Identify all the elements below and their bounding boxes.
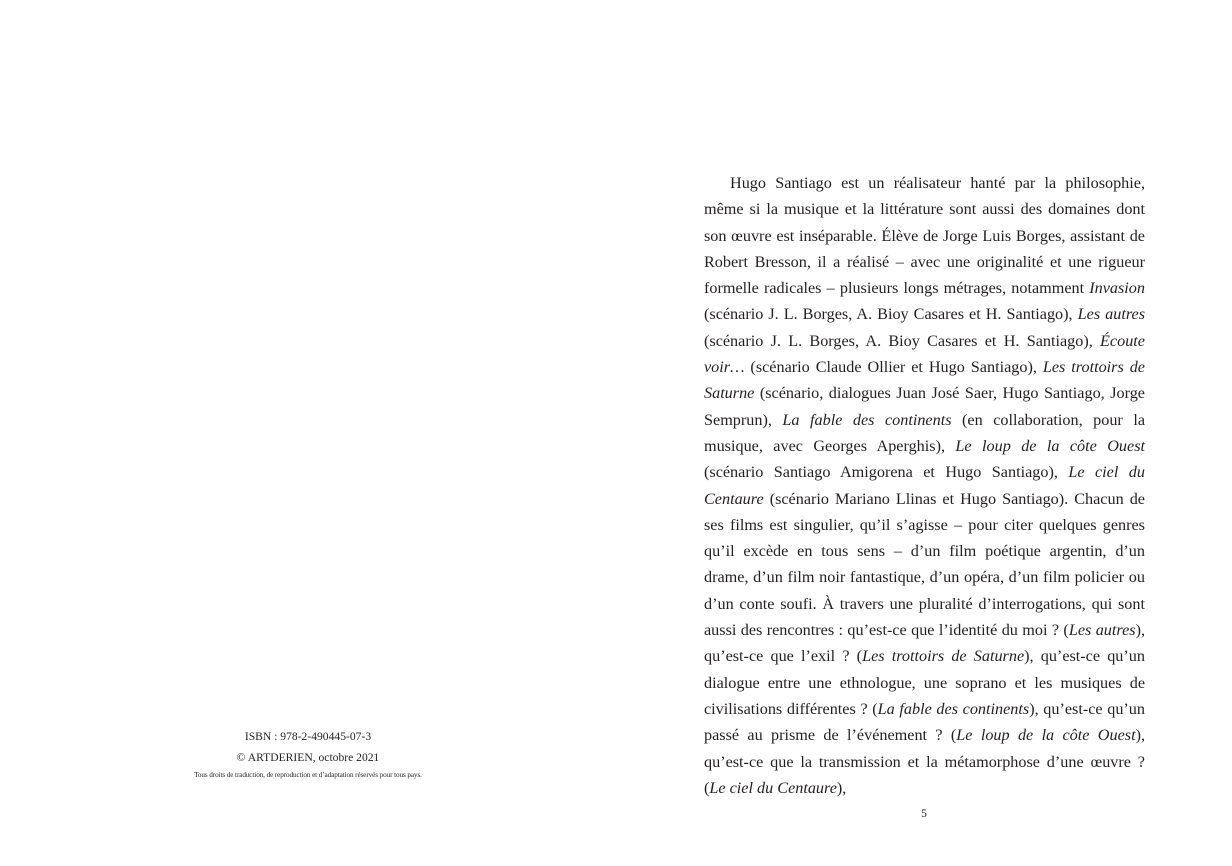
rights-notice: Tous droits de traduction, de reproduction et d’adaptation réservés pour tous pays. [194,771,422,779]
film-title: Écoute voir… [704,331,1145,377]
text-run: ), [836,778,847,797]
film-title: Le loup de la côte Ouest [955,436,1146,455]
text-run: Hugo Santiago est un réalisateur hanté par la philosophie, même si la musique et la littérature sont aussi des domaines dont son œuvre est inséparable. Élève de Jorge Luis Borges, assistant de Robert Bresson, il a réalisé – avec une originalité et une rigueur formelle radicales – plusieurs longs métrages, notamment [704,174,1145,298]
text-run: ), qu’est-ce que la transmission et la métamorphose d’une œuvre ? ( [704,726,1146,797]
film-title: Le ciel du Centaure [709,778,837,797]
text-run: (scénario J. L. Borges, A. Bioy Casares et H. Santiago), [704,331,1101,350]
film-title: Les autres [1077,305,1146,324]
text-run: (scénario Santiago Amigorena et Hugo Santiago), [704,463,1069,482]
page-number: 5 [921,808,927,820]
text-run: (scénario J. L. Borges, A. Bioy Casares et H. Santiago), [704,305,1078,324]
film-title: Invasion [1089,279,1145,298]
text-run: (en collaboration, pour la musique, avec Georges Aperghis), [704,410,1146,455]
film-title: Les autres [1068,621,1136,640]
colophon [158,726,458,781]
film-title: Le ciel du Centaure [704,463,1145,508]
right-page [616,0,1232,866]
isbn-line: ISBN : 978-2-490445-07-3 [244,730,372,743]
film-title: La fable des continents [877,699,1030,718]
text-run: (scénario, dialogues Juan José Saer, Hugo Santiago, Jorge Semprun), [704,384,1145,429]
text-run: ), qu’est-ce que l’exil ? ( [704,621,1146,666]
film-title: Le loup de la côte Ouest [956,726,1136,745]
text-run: ), qu’est-ce qu’un passé au prisme de l’événement ? ( [704,699,1145,745]
copyright-line: © ARTDERIEN, octobre 2021 [236,751,380,764]
text-run: (scénario Claude Ollier et Hugo Santiago), [744,358,1043,377]
film-title: La fable des continents [782,410,952,429]
film-title: Les trottoirs de Saturne [862,647,1025,666]
film-title: Les trottoirs de Saturne [704,358,1145,403]
body-paragraph [704,170,1145,801]
text-run: (scénario Mariano Llinas et Hugo Santiago). Chacun de ses films est singulier, qu’il s’agisse – pour citer quelques genres qu’il excède en tous sens – d’un film poétique argentin, d’un drame, d’un film noir fantastique, d’un opéra, d’un film policier ou d’un conte soufi. À travers une pluralité d’interrogations, qui sont aussi des rencontres : qu’est-ce que l’identité du moi ? ( [704,489,1145,640]
text-run: ), qu’est-ce qu’un dialogue entre une ethnologue, une soprano et les musiques de civilisations différentes ? ( [704,647,1145,718]
